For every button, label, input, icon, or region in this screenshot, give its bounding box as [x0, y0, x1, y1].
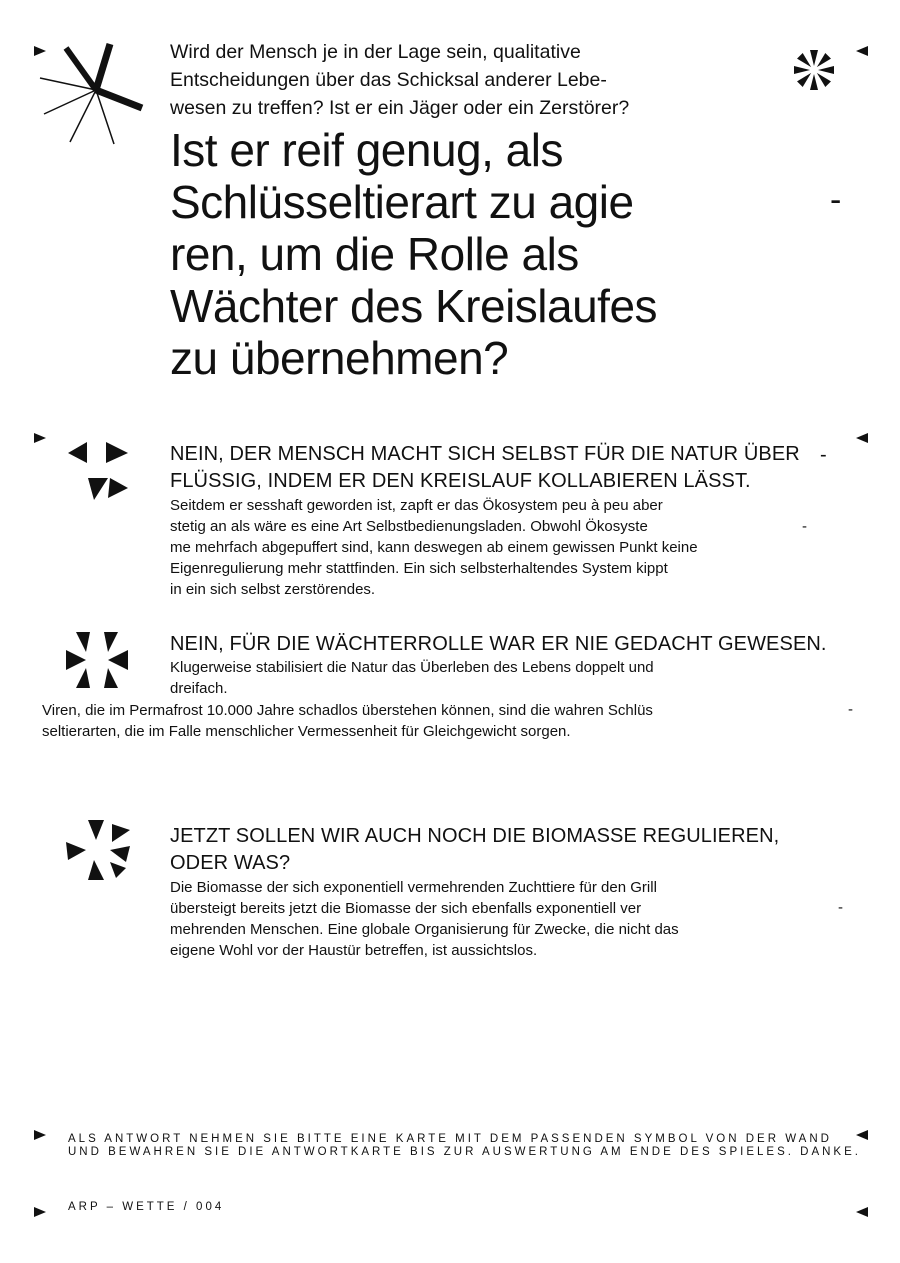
main-question: [170, 124, 810, 384]
answer-2-body-wide: [42, 700, 653, 742]
body-line: Klugerweise stabilisiert die Natur das Überleben des Lebens doppelt und: [170, 659, 654, 676]
answer-1-heading: [170, 441, 800, 495]
triangle-cluster-icon: [66, 440, 130, 502]
body-hyphen: -: [838, 899, 843, 916]
crop-mark-triangle-icon: [33, 1128, 47, 1142]
body-line: seltierarten, die im Falle menschlicher Vermessenheit für Gleichgewicht sorgen.: [42, 723, 571, 740]
asterisk-burst-icon: [38, 40, 148, 150]
footer-line: ALS ANTWORT NEHMEN SIE BITTE EINE KARTE MIT DEM PASSENDEN SYMBOL VON DER WAND: [68, 1133, 832, 1145]
body-line: dreifach.: [170, 680, 228, 697]
question-hyphen: -: [830, 181, 842, 219]
body-line: Eigenregulierung mehr stattfinden. Ein sich selbsterhaltendes System kippt: [170, 560, 668, 577]
question-line: ren, um die Rolle als: [170, 228, 579, 280]
answer-2-heading: [170, 631, 827, 658]
body-line: Seitdem er sesshaft geworden ist, zapft er das Ökosystem peu à peu aber: [170, 497, 663, 514]
crop-mark-triangle-icon: [33, 431, 47, 445]
crop-mark-triangle-icon: [855, 431, 869, 445]
body-hyphen: -: [802, 518, 807, 535]
radial-wheel-icon: [792, 48, 836, 92]
pinwheel-triangles-icon: [64, 818, 132, 884]
body-hyphen: -: [848, 701, 853, 718]
intro-paragraph: [170, 38, 730, 122]
answer-2-body: [170, 657, 654, 699]
heading-hyphen: -: [820, 444, 827, 466]
intro-line: Wird der Mensch je in der Lage sein, qualitative: [170, 41, 581, 63]
body-line: mehrenden Menschen. Eine globale Organisierung für Zwecke, die nicht das: [170, 921, 679, 938]
answer-3-heading: [170, 823, 779, 877]
body-line: stetig an als wäre es eine Art Selbstbedienungsladen. Obwohl Ökosyste: [170, 518, 648, 535]
crop-mark-triangle-icon: [855, 44, 869, 58]
answer-3-body: [170, 877, 679, 961]
six-triangle-star-icon: [64, 630, 130, 690]
body-line: me mehrfach abgepuffert sind, kann deswegen ab einem gewissen Punkt keine: [170, 539, 698, 556]
card-code: ARP – WETTE / 004: [68, 1201, 225, 1213]
body-line: Viren, die im Permafrost 10.000 Jahre schadlos überstehen können, sind die wahren Schlüs: [42, 702, 653, 719]
body-line: Die Biomasse der sich exponentiell vermehrenden Zuchttiere für den Grill: [170, 879, 657, 896]
question-line: Wächter des Kreislaufes: [170, 280, 658, 332]
footer-line: UND BEWAHREN SIE DIE ANTWORTKARTE BIS ZUR AUSWERTUNG AM ENDE DES SPIELES. DANKE.: [68, 1146, 861, 1158]
body-line: in ein sich selbst zerstörendes.: [170, 581, 376, 598]
heading-line: NEIN, DER MENSCH MACHT SICH SELBST FÜR DIE NATUR ÜBER: [170, 443, 800, 465]
intro-line: Entscheidungen über das Schicksal anderer Lebe-: [170, 69, 607, 91]
footer-instruction: [68, 1133, 861, 1159]
heading-line: ODER WAS?: [170, 852, 291, 874]
heading-line: JETZT SOLLEN WIR AUCH NOCH DIE BIOMASSE REGULIEREN,: [170, 825, 780, 847]
heading-line: NEIN, FÜR DIE WÄCHTERROLLE WAR ER NIE GEDACHT GEWESEN.: [170, 633, 827, 655]
crop-mark-triangle-icon: [33, 1205, 47, 1219]
question-line: zu übernehmen?: [170, 332, 509, 384]
crop-mark-triangle-icon: [855, 1205, 869, 1219]
question-line: Schlüsseltierart zu agie: [170, 176, 634, 228]
body-line: übersteigt bereits jetzt die Biomasse der sich ebenfalls exponentiell ver: [170, 900, 642, 917]
intro-line: wesen zu treffen? Ist er ein Jäger oder ein Zerstörer?: [170, 97, 630, 119]
answer-1-body: [170, 495, 698, 600]
body-line: eigene Wohl vor der Haustür betreffen, ist aussichtslos.: [170, 942, 538, 959]
question-line: Ist er reif genug, als: [170, 124, 563, 176]
heading-line: FLÜSSIG, INDEM ER DEN KREISLAUF KOLLABIEREN LÄSST.: [170, 470, 751, 492]
